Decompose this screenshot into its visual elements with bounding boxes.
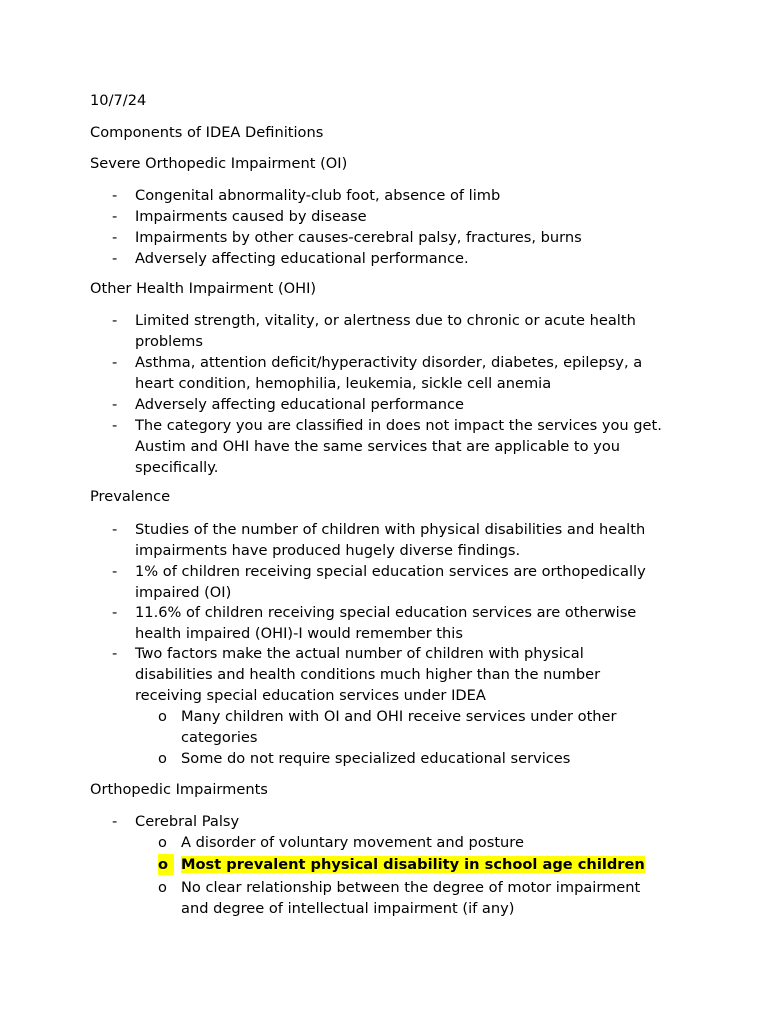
prevalence-sub-text: Many children with OI and OHI receive services under other categories bbox=[181, 708, 617, 746]
orthopedic-sub-text: A disorder of voluntary movement and posture bbox=[181, 834, 524, 851]
ohi-item-text: Adversely affecting educational performance bbox=[135, 396, 464, 413]
highlighted-text: Most prevalent physical disability in school age children bbox=[181, 856, 645, 873]
dash-marker: - bbox=[112, 250, 118, 267]
ohi-item-text: Limited strength, vitality, or alertness due to chronic or acute health problems bbox=[135, 312, 636, 350]
prevalence-item-text: Two factors make the actual number of children with physical disabilities and health conditions much higher than the number receiving special education services under IDEA bbox=[135, 645, 601, 704]
dash-marker: - bbox=[112, 521, 118, 538]
ohi-heading: Other Health Impairment (OHI) bbox=[90, 280, 317, 297]
orthopedic-item-text: Cerebral Palsy bbox=[135, 813, 240, 830]
date-line: 10/7/24 bbox=[90, 92, 147, 109]
oi-item-text: Adversely affecting educational performance. bbox=[135, 250, 469, 267]
dash-marker: - bbox=[112, 354, 118, 371]
orthopedic-heading: Orthopedic Impairments bbox=[90, 781, 268, 798]
components-heading: Components of IDEA Definitions bbox=[90, 124, 324, 141]
dash-marker: - bbox=[112, 187, 118, 204]
dash-marker: - bbox=[112, 563, 118, 580]
circle-bullet-marker: o bbox=[158, 708, 167, 725]
circle-bullet-marker: o bbox=[158, 750, 167, 767]
oi-item-text: Impairments by other causes-cerebral palsy, fractures, burns bbox=[135, 229, 582, 246]
oi-heading: Severe Orthopedic Impairment (OI) bbox=[90, 155, 348, 172]
dash-marker: - bbox=[112, 417, 118, 434]
orthopedic-sub-text: No clear relationship between the degree of motor impairment and degree of intellectual impairment (if any) bbox=[181, 879, 641, 917]
prevalence-item-text: 11.6% of children receiving special education services are otherwise health impaired (OHI)-I would remember this bbox=[135, 604, 637, 642]
highlight-wrapper bbox=[181, 854, 645, 875]
ohi-item-text: The category you are classified in does not impact the services you get. Austim and OHI have the same services that are applicable to you specifically. bbox=[135, 417, 662, 476]
oi-item-text: Impairments caused by disease bbox=[135, 208, 367, 225]
oi-item-text: Congenital abnormality-club foot, absence of limb bbox=[135, 187, 501, 204]
ohi-item-text: Asthma, attention deficit/hyperactivity disorder, diabetes, epilepsy, a heart condition, hemophilia, leukemia, sickle cell anemia bbox=[135, 354, 643, 392]
prevalence-item-text: 1% of children receiving special education services are orthopedically impaired (OI) bbox=[135, 563, 646, 601]
dash-marker: - bbox=[112, 312, 118, 329]
dash-marker: - bbox=[112, 604, 118, 621]
prevalence-sub-text: Some do not require specialized educational services bbox=[181, 750, 571, 767]
circle-bullet-marker: o bbox=[158, 854, 174, 875]
dash-marker: - bbox=[112, 645, 118, 662]
circle-bullet-marker: o bbox=[158, 834, 167, 851]
circle-bullet-marker: o bbox=[158, 879, 167, 896]
dash-marker: - bbox=[112, 229, 118, 246]
prevalence-heading: Prevalence bbox=[90, 488, 171, 505]
prevalence-item-text: Studies of the number of children with physical disabilities and health impairments have produced hugely diverse findings. bbox=[135, 521, 646, 559]
dash-marker: - bbox=[112, 208, 118, 225]
dash-marker: - bbox=[112, 813, 118, 830]
dash-marker: - bbox=[112, 396, 118, 413]
